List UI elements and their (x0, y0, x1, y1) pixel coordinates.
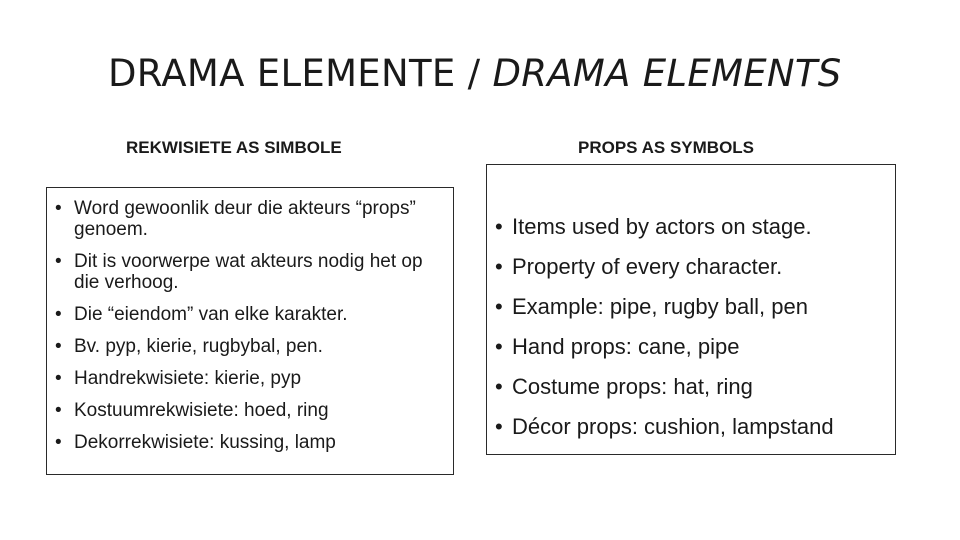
bullet-icon: • (55, 251, 62, 272)
bullet-icon: • (55, 336, 62, 357)
bullet-icon: • (495, 214, 503, 239)
list-item (495, 207, 891, 247)
list-item-text: Property of every character. (512, 254, 783, 279)
list-item-text: Die “eiendom” van elke karakter. (74, 304, 348, 325)
list-item (495, 367, 891, 407)
bullet-icon: • (495, 334, 503, 359)
list-item-text: Kostuumrekwisiete: hoed, ring (74, 400, 329, 421)
bullet-icon: • (55, 198, 62, 219)
list-item (55, 251, 447, 293)
list-item-text: Dit is voorwerpe wat akteurs nodig het op die verhoog. (74, 251, 423, 293)
list-item-text: Décor props: cushion, lampstand (512, 414, 834, 439)
list-item-text: Bv. pyp, kierie, rugbybal, pen. (74, 336, 323, 357)
list-item (55, 198, 447, 240)
english-props-box (486, 164, 896, 455)
bullet-icon: • (55, 304, 62, 325)
afrikaans-bullet-list (55, 198, 447, 464)
list-item-text: Costume props: hat, ring (512, 374, 753, 399)
list-item-text: Example: pipe, rugby ball, pen (512, 294, 808, 319)
bullet-icon: • (55, 432, 62, 453)
afrikaans-props-box (46, 187, 454, 475)
slide-title-english: DRAMA ELEMENTS (492, 52, 842, 95)
list-item-text: Hand props: cane, pipe (512, 334, 740, 359)
list-item (55, 336, 447, 357)
list-item (495, 407, 891, 447)
list-item (495, 247, 891, 287)
list-item (495, 287, 891, 327)
list-item-text: Dekorrekwisiete: kussing, lamp (74, 432, 336, 453)
list-item (495, 327, 891, 367)
english-bullet-list (495, 207, 891, 447)
bullet-icon: • (495, 374, 503, 399)
right-column-heading: PROPS AS SYMBOLS (578, 138, 755, 157)
list-item (55, 368, 447, 389)
bullet-icon: • (55, 400, 62, 421)
list-item-text: Handrekwisiete: kierie, pyp (74, 368, 302, 389)
slide-title-afrikaans: DRAMA ELEMENTE / (108, 52, 493, 95)
list-item-text: Word gewoonlik deur die akteurs “props” genoem. (74, 198, 416, 240)
bullet-icon: • (495, 294, 503, 319)
list-item (55, 304, 447, 325)
bullet-icon: • (495, 254, 503, 279)
list-item (55, 432, 447, 453)
list-item-text: Items used by actors on stage. (512, 214, 812, 239)
slide-title (108, 52, 842, 95)
list-item (55, 400, 447, 421)
bullet-icon: • (55, 368, 62, 389)
bullet-icon: • (495, 414, 503, 439)
left-column-heading: REKWISIETE AS SIMBOLE (126, 138, 342, 157)
